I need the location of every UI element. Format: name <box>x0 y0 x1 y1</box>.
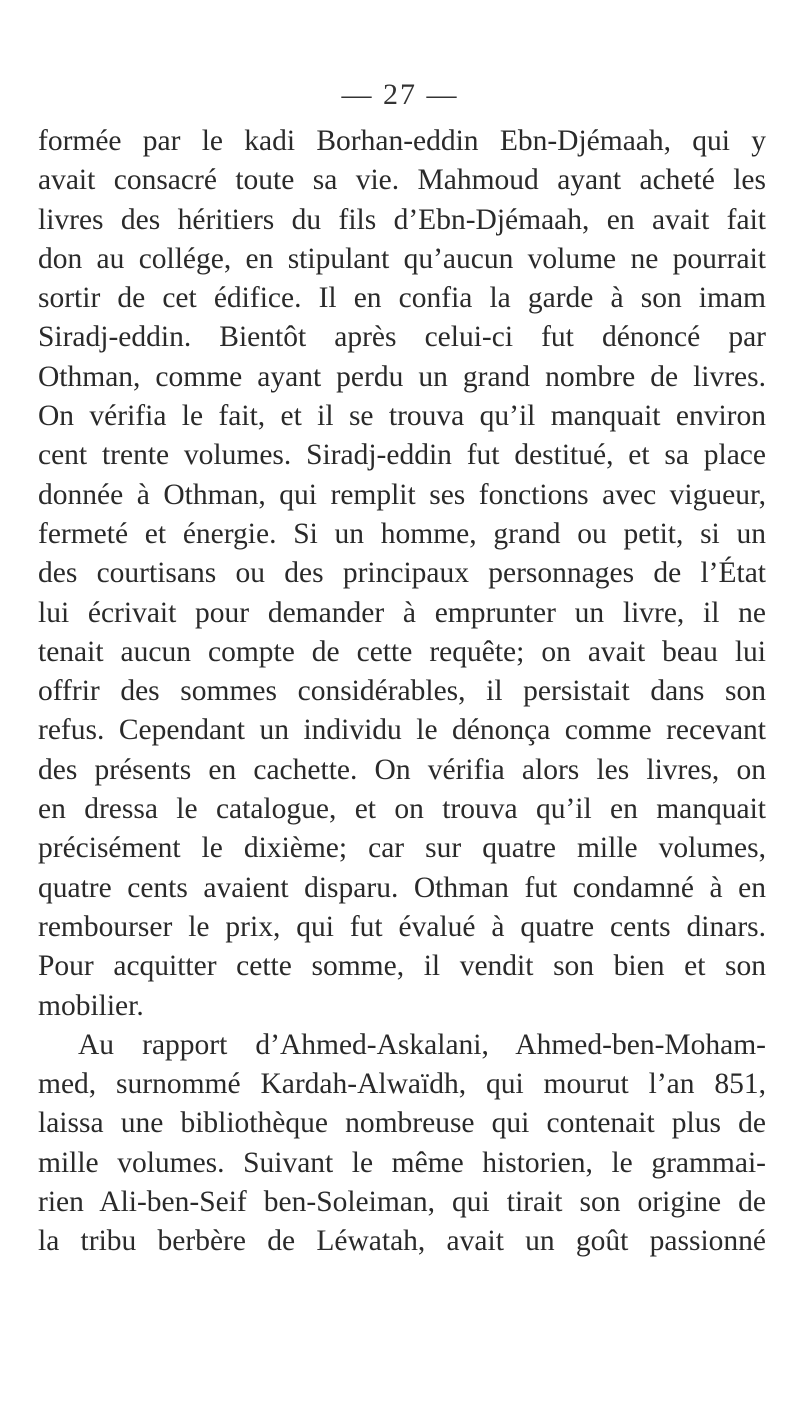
text-line: rembourser le prix, qui fut évalué à quatre cents dinars. <box>38 910 766 943</box>
text-line: des présents en cachette. On vérifia alors les livres, on <box>38 753 766 786</box>
text-line: Siradj-eddin. Bientôt après celui-ci fut dénoncé par <box>38 321 766 354</box>
text-line: en dressa le catalogue, et on trouva qu’il en manquait <box>38 793 766 826</box>
text-line: la tribu berbère de Léwatah, avait un goût passionné <box>38 1225 766 1258</box>
text-line: avait consacré toute sa vie. Mahmoud ayant acheté les <box>38 164 766 197</box>
text-line: mobilier. <box>38 989 144 1022</box>
text-line: mille volumes. Suivant le même historien, le grammai- <box>38 1146 766 1179</box>
page-number: — 27 — <box>341 78 459 111</box>
text-line: On vérifia le fait, et il se trouva qu’il manquait environ <box>38 400 766 433</box>
text-line: refus. Cependant un individu le dénonça comme recevant <box>38 714 766 747</box>
text-line: Au rapport d’Ahmed-Askalani, Ahmed-ben-Moham- <box>78 1028 766 1061</box>
text-line: offrir des sommes considérables, il persistait dans son <box>38 675 766 708</box>
text-line: fermeté et énergie. Si un homme, grand ou petit, si un <box>38 517 766 550</box>
text-line: laissa une bibliothèque nombreuse qui contenait plus de <box>38 1107 766 1140</box>
text-line: med, surnommé Kardah-Alwaïdh, qui mourut l’an 851, <box>38 1068 766 1101</box>
text-line: rien Ali-ben-Seif ben-Soleiman, qui tirait son origine de <box>38 1186 766 1219</box>
text-line: cent trente volumes. Siradj-eddin fut destitué, et sa place <box>38 439 766 472</box>
text-line: lui écrivait pour demander à emprunter un livre, il ne <box>38 596 766 629</box>
text-line: Pour acquitter cette somme, il vendit son bien et son <box>38 950 766 983</box>
text-line: tenait aucun compte de cette requête; on avait beau lui <box>38 635 766 668</box>
text-line: livres des héritiers du fils d’Ebn-Djémaah, en avait fait <box>38 203 766 236</box>
body-text <box>38 122 766 1262</box>
text-line: quatre cents avaient disparu. Othman fut condamné à en <box>38 871 766 904</box>
text-line: don au collége, en stipulant qu’aucun volume ne pourrait <box>38 242 766 275</box>
text-line: donnée à Othman, qui remplit ses fonctions avec vigueur, <box>38 478 766 511</box>
text-line: précisément le dixième; car sur quatre mille volumes, <box>38 832 766 865</box>
text-line: formée par le kadi Borhan-eddin Ebn-Djémaah, qui y <box>38 125 766 157</box>
text-line: sortir de cet édifice. Il en confia la garde à son imam <box>38 282 766 315</box>
text-line: Othman, comme ayant perdu un grand nombre de livres. <box>38 360 766 393</box>
text-line: des courtisans ou des principaux personnages de l’État <box>38 557 766 590</box>
